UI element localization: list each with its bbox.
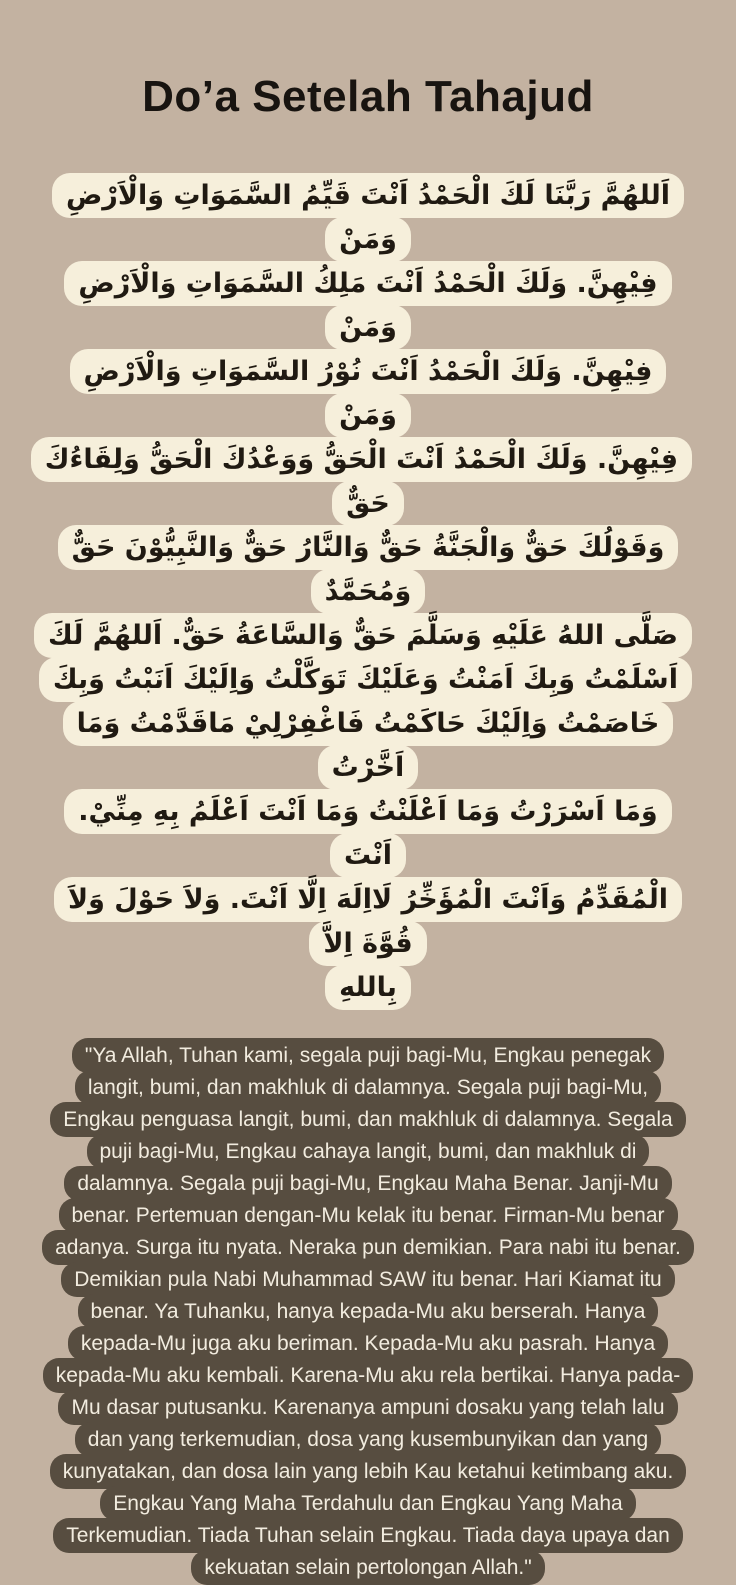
translation-section bbox=[22, 1040, 714, 1584]
arabic-dua-section bbox=[44, 174, 692, 1010]
arabic-dua-text: اَللهُمَّ رَبَّنَا لَكَ الْحَمْدُ اَنْتَ قَيِّمُ السَّمَوَاتِ وَالْاَرْضِ وَمَنْ فِيْهِنَّ. وَلَكَ الْحَمْدُ اَنْتَ مَلِكُ السَّمَوَاتِ وَالْاَرْضِ وَمَنْ فِيْهِنَّ. وَلَكَ الْحَمْدُ اَنْتَ نُوْرُ السَّمَوَاتِ وَالْاَرْضِ وَمَنْ فِيْهِنَّ. وَلَكَ الْحَمْدُ اَنْتَ الْحَقُّ وَوَعْدُكَ الْحَقُّ وَلِقَاءُكَ حَقٌّ وَقَوْلُكَ حَقٌّ وَالْجَنَّةُ حَقٌّ وَالنَّارُ حَقٌّ وَالنَّبِيُّوْنَ حَقٌّ وَمُحَمَّدٌ صَلَّى اللهُ عَلَيْهِ وَسَلَّمَ حَقٌّ وَالسَّاعَةُ حَقٌّ. اَللهُمَّ لَكَ اَسْلَمْتُ وَبِكَ اَمَنْتُ وَعَلَيْكَ تَوَكَّلْتُ وَاِلَيْكَ اَنَبْتُ وَبِكَ خَاصَمْتُ وَاِلَيْكَ حَاكَمْتُ فَاغْفِرْلِيْ مَاقَدَّمْتُ وَمَا اَخَّرْتُ وَمَا اَسْرَرْتُ وَمَا اَعْلَنْتُ وَمَا اَنْتَ اَعْلَمُ بِهِ مِنِّيْ. اَنْتَ الْمُقَدِّمُ وَاَنْتَ الْمُؤَخِّرُ لَااِلَهَ اِلَّا اَنْتَ. وَلاَ حَوْلَ وَلاَ قُوَّةَ اِلاَّ بِاللهِ bbox=[31, 173, 692, 1010]
translation-text: "Ya Allah, Tuhan kami, segala puji bagi-Mu, Engkau penegak langit, bumi, dan makhluk di dalamnya. Segala puji bagi-Mu, Engkau penguasa langit, bumi, dan makhluk di dalamnya. Segala puji bagi-Mu, Engkau cahaya langit, bumi, dan makhluk di dalamnya. Segala puji bagi-Mu, Engkau Maha Benar. Janji-Mu benar. Pertemuan dengan-Mu kelak itu benar. Firman-Mu benar adanya. Surga itu nyata. Neraka pun demikian. Para nabi itu benar. Demikian pula Nabi Muhammad SAW itu benar. Hari Kiamat itu benar. Ya Tuhanku, hanya kepada-Mu aku berserah. Hanya kepada-Mu juga aku beriman. Kepada-Mu aku pasrah. Hanya kepada-Mu aku kembali. Karena-Mu aku rela bertikai. Hanya pada- Mu dasar putusanku. Karenanya ampuni dosaku yang telah lalu dan yang terkemudian, dosa yang kusembunyikan dan yang kunyatakan, dan dosa lain yang lebih Kau ketahui ketimbang aku. Engkau Yang Maha Terdahulu dan Engkau Yang Maha Terkemudian. Tiada Tuhan selain Engkau. Tiada daya upaya dan kekuatan selain pertolongan Allah." bbox=[42, 1038, 694, 1585]
page-title: Do’a Setelah Tahajud bbox=[142, 72, 594, 121]
